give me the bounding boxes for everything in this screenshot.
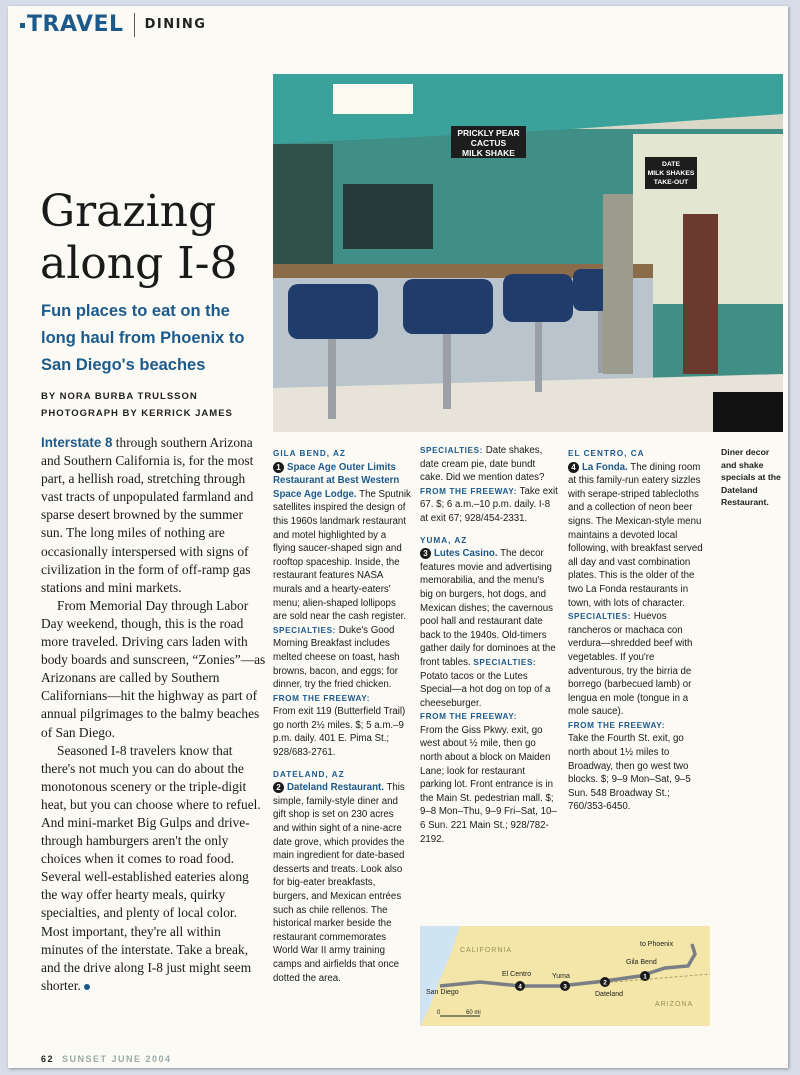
freeway-label: FROM THE FREEWAY: (420, 486, 518, 496)
freeway-label: FROM THE FREEWAY: (420, 712, 518, 722)
listing-description: The dining room at this family-run eatery sizzles with serape-striped tablecloths and a collection of neon beer signs. The Mexican-style menu maintains a devoted local following, with breakfast served all day and vast combination plates. This is the older of the two La Fonda restaurants in town, with lots of character. (568, 461, 703, 609)
sign-text: TAKE-OUT (653, 179, 689, 186)
sign-text: PRICKLY PEAR (457, 128, 520, 138)
listing-directions: From the Giss Pkwy. exit, go west about ½ mile, then go north about a block on Maiden Lane; look for restaurant parking lot. Front entrance is in the Main St. pedestrian mall. $; 9–8 Mon–Thu, 9–9 Fri–Sat, 10–6 Sun. 221 Main St.; 928/782-2192. (420, 724, 557, 845)
map-marker-label: 4 (518, 983, 522, 991)
map-label-arizona: ARIZONA (655, 1001, 694, 1008)
diner-photo-illustration (273, 74, 783, 432)
section-title: TRAVEL (27, 12, 124, 37)
article-dek: Fun places to eat on the long haul from Phoenix to San Diego's beaches (41, 302, 245, 374)
end-mark-icon (84, 984, 90, 990)
listing-name: Dateland Restaurant. (287, 782, 384, 794)
listing-specialties: Duke's Good Morning Breakfast includes melted cheese on toast, hash browns, bacon, and eggs; for dinner, try the fried chicken. (273, 624, 400, 691)
body-paragraph (41, 742, 266, 995)
sign-text: DATE (662, 161, 680, 168)
freeway-label: FROM THE FREEWAY: (568, 720, 666, 730)
body-paragraph: From Memorial Day through Labor Day weekend, though, this is the road more traveled. Driving cars laden with body boards and sunscreen, “Zonies”—as Arizonans are called by Southern Californians—hit the highway as part of annual pilgrimages to the balmy beaches of San Diego. (41, 597, 266, 740)
listing-entry (420, 534, 558, 847)
listing-description: The decor features movie and advertising memorabilia, and the menu's big on burgers, hot dogs, and Mexican dishes; the cavernous pool hall and restaurant date back to the 1940s. Old-timers gather daily for dominoes at the front tables. (420, 548, 556, 668)
listing-number-marker: 1 (273, 462, 284, 473)
article-title (40, 186, 238, 290)
title-line-2: along I-8 (40, 238, 238, 289)
map-marker-label: 1 (643, 973, 647, 981)
listing-directions: Take the Fourth St. exit, go north about 1½ miles to Broadway, then go west two blocks. $; 9–9 Mon–Sat, 9–5 Sun. 548 Broadway St.; 760/353-6450. (568, 733, 691, 813)
map-label-to-phoenix: to Phoenix (640, 941, 674, 948)
listing-description: This simple, family-style diner and gift shop is set on 230 acres and within sight of a nine-acre date grove, which provides the main ingredient for date-based desserts and treats. Look also for big-eater breakfasts, burgers, and Mexican entrées such as chile rellenos. The historical marker beside the restaurant commemorates World War II army training camps and airfields that once dotted the area. (273, 782, 405, 984)
map-label-yuma: Yuma (552, 973, 570, 980)
page-folio (41, 1054, 172, 1064)
section-label (20, 12, 124, 37)
magazine-issue: SUNSET JUNE 2004 (62, 1054, 172, 1064)
section-header (20, 12, 206, 37)
listing-location: GILA BEND, AZ (273, 449, 346, 458)
section-bullet-icon (20, 23, 25, 28)
listing-directions: From exit 119 (Butterfield Trail) go north 2½ miles. $; 5 a.m.–9 p.m. daily. 401 E. Pima St.; 928/683-2761. (273, 706, 406, 759)
diner-photo (273, 74, 783, 432)
specialties-label: SPECIALTIES: (568, 612, 632, 622)
body-paragraph (41, 434, 266, 597)
map-marker-label: 3 (563, 983, 567, 991)
map-label-gila-bend: Gila Bend (626, 959, 657, 966)
listing-name: Lutes Casino. (434, 548, 498, 560)
listing-location: EL CENTRO, CA (568, 449, 645, 458)
freeway-label: FROM THE FREEWAY: (273, 693, 371, 703)
listing-entry (273, 447, 411, 760)
listing-column-1 (273, 444, 411, 993)
map-label-el-centro: El Centro (502, 971, 532, 978)
listing-specialties: Potato tacos or the Lutes Special—a hot dog on top of a cheeseburger. (420, 670, 551, 709)
map-label-dateland: Dateland (595, 991, 624, 998)
listing-specialties: Date shakes, date cream pie, date bundt cake. Did we mention dates? (420, 445, 545, 484)
listing-location: DATELAND, AZ (273, 769, 345, 779)
person-gray-shirt (603, 194, 633, 374)
map-scale-label: 60 mi (466, 1010, 481, 1016)
sign-text: MILK SHAKES (647, 170, 695, 177)
map-marker-label: 2 (603, 979, 607, 987)
map-label-san-diego: San Diego (426, 989, 459, 996)
listing-column-3 (568, 444, 706, 822)
listing-entry (568, 447, 706, 814)
map-scale-zero: 0 (437, 1010, 441, 1016)
listing-number-marker: 3 (420, 548, 431, 559)
listing-name: Space Age Outer Limits Restaurant at Best Western Space Age Lodge. (273, 461, 400, 500)
person-plaid-shirt (683, 214, 718, 374)
route-map (420, 926, 710, 1026)
photo-credit: PHOTOGRAPH BY KERRICK JAMES (41, 408, 233, 419)
listing-entry (273, 768, 411, 986)
photo-caption: Diner decor and shake specials at the Dateland Restaurant. (721, 447, 781, 507)
lead-in: Interstate 8 (41, 435, 113, 450)
paragraph-text: Seasoned I-8 travelers know that there's not much you can do about the monotonous scenery or the triple-digit heat, but you can choose where to refuel. And mini-market Big Gulps and drive-through hamburgers aren't the only choices when it comes to road food. Several well-established eateries along the way offer hearty meals, quirky specialties, and plenty of local color. Most important, they're all within minutes of the interstate. Take a break, and the drive along I-8 just might seem shorter. (41, 742, 261, 993)
byline: BY NORA BURBA TRULSSON (41, 391, 198, 402)
map-label-california: CALIFORNIA (460, 947, 513, 954)
magazine-page (8, 6, 788, 1068)
listing-specialties: Huevos rancheros or machaca con verdura—shredded beef with vegetables. If you're adventurous, try the birria de borrego (barbecued lamb) or lengua en mole (tongue in a mole sauce). (568, 611, 693, 718)
title-line-1: Grazing (40, 186, 217, 237)
listing-number-marker: 4 (568, 462, 579, 473)
listing-directions: Take exit 67. $; 6 a.m.–10 p.m. daily. I-8 at exit 67; 928/454-2331. (420, 485, 558, 524)
listing-entry-continued (420, 444, 558, 526)
listing-name: La Fonda. (582, 461, 628, 473)
listing-description: The Sputnik satellites inspired the design of this 1960s landmark restaurant and motel highlighted by a flying saucer-shaped sign and rooftop spaceship. Inside, the restaurant features NASA murals and a hearty-eaters' menu; alien-shaped lollipops are sold near the cash register. (273, 488, 411, 623)
specialties-label: SPECIALTIES: (420, 446, 484, 455)
ceiling-light (333, 84, 413, 114)
credits (41, 388, 233, 422)
page-number: 62 (41, 1054, 55, 1064)
header-divider (134, 13, 135, 37)
specialties-label: SPECIALTIES: (273, 625, 337, 635)
specialties-label: SPECIALTIES: (473, 657, 537, 667)
listing-location: YUMA, AZ (420, 535, 468, 545)
listing-number-marker: 2 (273, 782, 284, 793)
subsection-label: DINING (144, 17, 207, 32)
route-map-graphic (420, 926, 710, 1026)
paragraph-text: through southern Arizona and Southern California is, for the most part, a hellish road, stretching through vast tracts of unpopulated farmland and sparse desert browned by the summer sun. The long miles of nothing are occasionally interspersed with signs of civilization in the form of off-ramp gas stations and mini markets. (41, 435, 254, 595)
sign-text: CACTUS (470, 138, 507, 148)
listing-column-2 (420, 444, 558, 854)
article-body (41, 434, 266, 995)
sign-text: MILK SHAKE (462, 148, 515, 158)
